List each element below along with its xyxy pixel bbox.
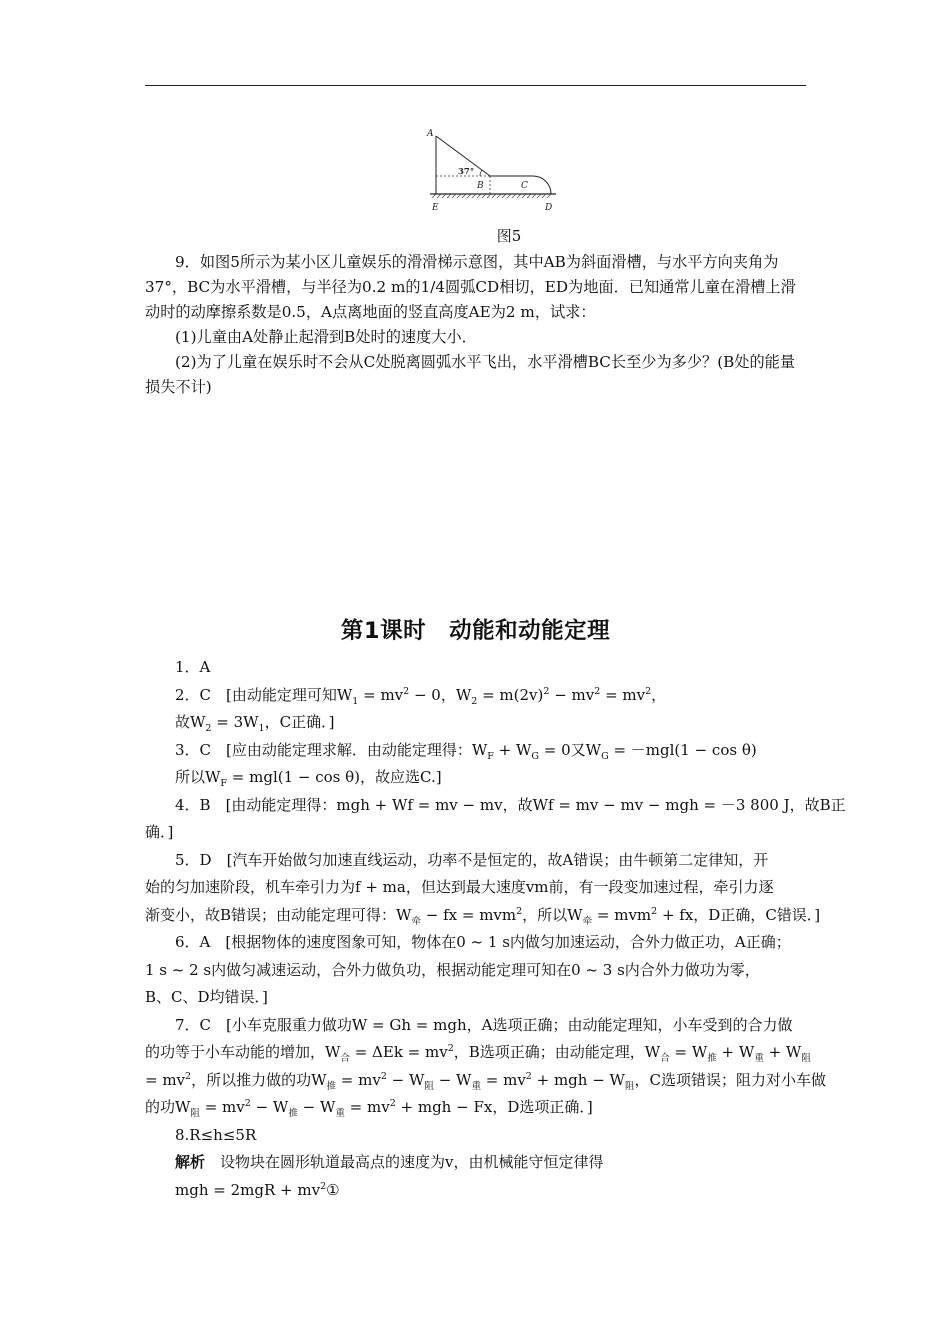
answer-3-cont: 所以$W_F = mgl(1 - \cos \theta)$，故应选C.] bbox=[175, 768, 442, 789]
answer-4: 4．B [由动能定理得：mgh + Wf = mv − mv，故Wf = mv − mv − mgh = －3 800 J，故B正 bbox=[175, 795, 846, 814]
problem-q1: (1)儿童由A处静止起滑到B处时的速度大小． bbox=[175, 328, 477, 346]
section-title: 第1课时 动能和动能定理 bbox=[340, 618, 611, 644]
answer-1: 1．A bbox=[175, 658, 211, 676]
answer-8-analysis: 解析 设物块在圆形轨道最高点的速度为v，由机械能守恒定律得 bbox=[175, 1153, 604, 1171]
figure-caption: 图5 bbox=[496, 227, 522, 245]
problem-q2: (2)为了儿童在娱乐时不会从C处脱离圆弧水平飞出，水平滑槽BC长至少为多少？(B处的能量损失不计) bbox=[145, 353, 796, 396]
header-rule bbox=[145, 85, 806, 86]
answer-7-line3: = $mv^2$，所以推力做的功$W_推 = mv^2 - W_阻 - W_重 = mv^2$ + mgh − $W_阻$，C选项错误；阻力对小车做 bbox=[145, 1070, 826, 1092]
answer-6: 6．A [根据物体的速度图象可知，物体在0 ~ 1 s内做匀加速运动，合外力做正功，A正确； bbox=[175, 933, 791, 951]
label-d: D bbox=[545, 203, 553, 213]
answer-7-line2: 的功等于小车动能的增加，$W_合 = \Delta Ek = mv^2$，B选项正确；由动能定理，$W_合 = W_推 + W_重 + W_阻$ bbox=[145, 1043, 811, 1064]
label-b: B bbox=[477, 181, 484, 191]
answer-7-line4: 的功$W_阻 = mv^2 - W_推 - W_重 = mv^2$ + mgh − Fx，D选项正确．] bbox=[145, 1098, 593, 1119]
equation-1: mgh = $2mgR + mv^2①$ bbox=[175, 1180, 340, 1199]
answer-2-cont: 故$W_2 = 3W_1$，C正确．] bbox=[175, 713, 335, 734]
answer-6-line2: 1 s ~ 2 s内做匀减速运动，合外力做负功，根据动能定理可知在0 ~ 3 s内合外力做功为零， bbox=[145, 960, 760, 979]
answer-6-line3: B、C、D均错误．] bbox=[145, 988, 268, 1006]
problem-stem: 9．如图5所示为某小区儿童娱乐的滑滑梯示意图，其中AB为斜面滑槽，与水平方向夹角为37°，BC为水平滑槽，与半径为0.2 m的1/4圆弧CD相切，ED为地面．已知通常儿童在滑槽上滑动时的动摩擦系数是0.5，A点离地面的竖直高度AE为2 m，试求： bbox=[145, 253, 796, 321]
slide-diagram bbox=[418, 122, 563, 222]
label-e: E bbox=[432, 203, 439, 213]
answer-5-line2: 始的匀加速阶段，机车牵引力为f + ma，但达到最大速度vm前，有一段变加速过程，牵引力逐 bbox=[145, 878, 774, 896]
problem-9 bbox=[145, 250, 806, 400]
answer-5: 5．D [汽车开始做匀加速直线运动，功率不是恒定的，故A错误；由牛顿第二定律知，开 bbox=[175, 850, 769, 869]
answer-3: 3．C [应由动能定理求解．由动能定理得：$W_F + W_G = 0$又$W_G = -mgl(1 - \cos \theta)$ bbox=[175, 740, 757, 762]
answer-4-cont: 确．] bbox=[145, 823, 174, 841]
answer-5-line3: 渐变小，故B错误；由动能定理可得：$W_牵$ − fx = mvm$^2$，所以$W_牵 = mvm^2$ + fx，D正确，C错误．] bbox=[145, 905, 821, 927]
answer-8: 8.R≤h≤5R bbox=[175, 1125, 257, 1144]
answer-7: 7．C [小车克服重力做功W = Gh = mgh，A选项正确；由动能定理知，小车受到的合力做 bbox=[175, 1015, 793, 1034]
answer-list bbox=[145, 654, 846, 1204]
cd-arc bbox=[533, 176, 551, 194]
analysis-label: 解析 bbox=[175, 1153, 206, 1171]
label-a: A bbox=[427, 129, 434, 139]
label-c: C bbox=[521, 181, 528, 191]
answer-2: 2．C [由动能定理可知$W_1 = mv^2 - 0$，$W_2 = m(2v)^2 - mv^2 = mv^2$， bbox=[175, 685, 667, 707]
label-angle: 37° bbox=[458, 167, 475, 177]
